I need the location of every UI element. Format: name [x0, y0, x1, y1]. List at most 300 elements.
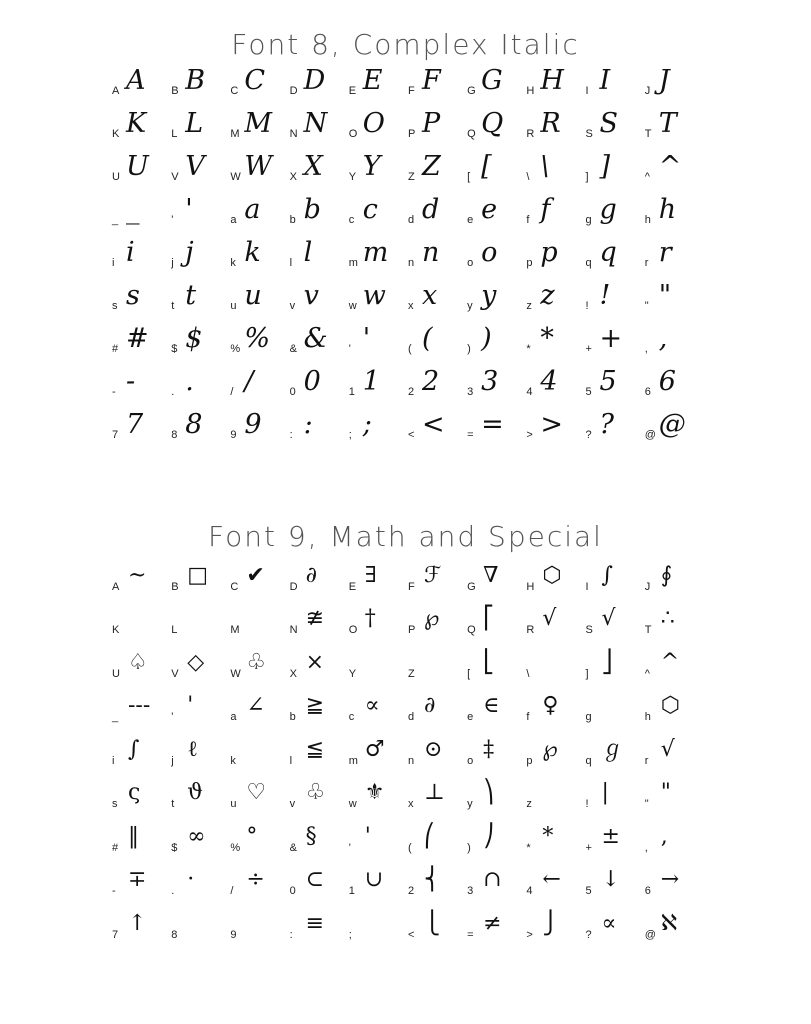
font9-char-cell: [290, 686, 349, 730]
key-label: V: [171, 667, 179, 680]
glyph: K: [126, 108, 147, 139]
key-label: w: [348, 300, 357, 312]
font9-char-cell: [112, 860, 171, 904]
key-label: B: [171, 580, 179, 593]
font9-char-cell: [290, 773, 349, 817]
font8-char-cell: [171, 189, 230, 232]
key-label: F: [407, 85, 415, 97]
font8-character-grid: [112, 60, 704, 447]
glyph: L: [185, 108, 204, 139]
key-label: j: [171, 754, 174, 767]
glyph: °: [246, 823, 258, 849]
font8-char-cell: [586, 146, 645, 189]
font8-char-cell: [290, 189, 349, 232]
glyph: &: [303, 323, 328, 354]
font9-char-cell: [230, 555, 289, 599]
glyph: a: [244, 194, 261, 225]
key-label: >: [526, 429, 533, 441]
glyph: ↑: [128, 910, 147, 936]
glyph: G: [481, 65, 503, 96]
glyph: l: [303, 237, 313, 268]
key-label: G: [467, 85, 476, 97]
font8-char-cell: [230, 232, 289, 275]
font8-char-cell: [408, 146, 467, 189]
key-label: o: [467, 257, 474, 269]
font8-char-cell: [230, 189, 289, 232]
key-label: z: [526, 300, 532, 312]
glyph: 4: [540, 366, 558, 397]
key-label: W: [230, 667, 241, 680]
key-label: N: [289, 624, 298, 636]
key-label: C: [230, 580, 239, 593]
font9-char-cell: [230, 773, 289, 817]
key-label: F: [407, 580, 415, 593]
glyph: §: [305, 823, 317, 849]
key-label: D: [289, 580, 298, 593]
key-label: @: [644, 429, 656, 441]
font8-char-cell: [408, 318, 467, 361]
font9-title: Font 9, Math and Special: [208, 520, 603, 553]
font8-char-cell: [290, 361, 349, 404]
key-label: Q: [467, 128, 476, 140]
glyph: ^: [658, 151, 682, 182]
key-label: K: [112, 624, 120, 636]
font8-char-cell: [171, 404, 230, 447]
key-label: f: [526, 711, 530, 723]
glyph: A: [126, 65, 146, 96]
key-label: &: [289, 841, 297, 854]
glyph: Q: [481, 108, 504, 139]
font8-char-cell: [526, 232, 585, 275]
glyph: ∇: [483, 562, 499, 588]
glyph: ⎡: [483, 606, 495, 631]
glyph: ✔: [246, 562, 265, 588]
glyph: B: [185, 65, 206, 96]
glyph: ⚜: [364, 780, 385, 805]
glyph: ↓: [601, 867, 620, 892]
font8-char-cell: [230, 404, 289, 447]
glyph: ∂: [305, 562, 317, 588]
key-label: X: [289, 667, 297, 680]
font8-char-cell: [586, 189, 645, 232]
glyph: C: [244, 65, 266, 96]
font9-char-cell: [586, 599, 645, 643]
font8-char-cell: [645, 275, 704, 318]
font8-char-cell: [408, 60, 467, 103]
glyph: ?: [599, 409, 614, 440]
key-label: x: [407, 300, 414, 312]
font9-char-cell: [586, 729, 645, 773]
key-label: d: [407, 214, 415, 226]
font8-char-cell: [230, 146, 289, 189]
key-label: g: [585, 711, 592, 723]
key-label: b: [289, 214, 296, 226]
font8-char-cell: [290, 60, 349, 103]
key-label: Z: [407, 667, 415, 680]
glyph: ℱ: [423, 562, 442, 588]
glyph: ]: [599, 151, 611, 182]
glyph: ⎠: [483, 823, 495, 849]
key-label: 3: [467, 885, 474, 897]
glyph: /: [244, 366, 254, 397]
font8-char-cell: [526, 146, 585, 189]
key-label: +: [585, 841, 592, 854]
glyph: ℊ: [601, 736, 624, 762]
glyph: ∫: [128, 736, 140, 762]
key-label: 3: [467, 386, 474, 398]
glyph: 1: [362, 366, 380, 397]
glyph: ': [187, 693, 194, 718]
key-label: ^: [644, 667, 650, 680]
key-label: G: [467, 580, 476, 593]
font8-title: Font 8, Complex Italic: [231, 28, 580, 61]
glyph: S: [599, 108, 618, 139]
glyph: (: [421, 323, 433, 354]
font8-char-cell: [349, 232, 408, 275]
key-label: !: [585, 798, 589, 810]
font9-char-cell: [112, 773, 171, 817]
glyph: Z: [421, 151, 441, 182]
font9-char-cell: [467, 642, 526, 686]
font8-char-cell: [408, 189, 467, 232]
key-label: Q: [467, 624, 476, 636]
font8-char-cell: [526, 189, 585, 232]
font8-char-cell: [290, 318, 349, 361]
key-label: X: [289, 171, 297, 183]
glyph: ♧: [305, 780, 326, 805]
glyph: ⎨: [423, 867, 441, 892]
font9-char-cell: [171, 555, 230, 599]
glyph: †: [364, 606, 376, 631]
key-label: B: [171, 85, 179, 97]
key-label: 2: [407, 386, 415, 398]
key-label: ": [644, 300, 649, 312]
font8-char-cell: [112, 103, 171, 146]
font9-char-cell: [526, 860, 585, 904]
glyph: *: [540, 323, 554, 354]
key-label: _: [112, 711, 119, 723]
key-label: 0: [289, 885, 296, 897]
key-label: %: [230, 841, 241, 854]
glyph: M: [244, 108, 273, 139]
glyph: R: [540, 108, 561, 139]
glyph: Y: [362, 151, 381, 182]
glyph: |: [601, 780, 609, 805]
glyph: x: [421, 280, 438, 311]
key-label: N: [289, 128, 298, 140]
key-label: e: [467, 214, 474, 226]
font8-char-cell: [408, 232, 467, 275]
glyph: ℘: [542, 736, 558, 762]
glyph: ≇: [305, 606, 324, 631]
font9-char-cell: [586, 555, 645, 599]
key-label: ?: [585, 928, 592, 941]
key-label: 6: [644, 885, 651, 897]
font9-char-cell: [645, 686, 704, 730]
font9-char-cell: [290, 903, 349, 947]
font8-char-cell: [349, 275, 408, 318]
key-label: ': [171, 711, 174, 723]
font9-char-cell: [230, 860, 289, 904]
glyph: O: [362, 108, 385, 139]
glyph: *: [542, 823, 554, 849]
font9-char-cell: [349, 773, 408, 817]
font9-char-cell: [645, 860, 704, 904]
key-label: o: [467, 754, 474, 767]
glyph: <: [421, 409, 445, 440]
glyph: ": [658, 280, 672, 311]
font8-char-cell: [467, 361, 526, 404]
key-label: m: [348, 754, 358, 767]
key-label: k: [230, 754, 236, 767]
glyph: ;: [362, 409, 372, 440]
key-label: E: [348, 580, 357, 593]
key-label: v: [289, 300, 296, 312]
key-label: .: [171, 386, 175, 398]
glyph: √: [542, 606, 557, 631]
key-label: H: [526, 580, 535, 593]
font9-char-cell: [230, 903, 289, 947]
key-label: !: [585, 300, 589, 312]
font9-char-cell: [586, 773, 645, 817]
key-label: E: [348, 85, 357, 97]
glyph: ±: [601, 823, 620, 849]
key-label: M: [230, 128, 240, 140]
glyph: ∪: [364, 867, 384, 892]
font8-char-cell: [349, 404, 408, 447]
font8-char-cell: [467, 232, 526, 275]
key-label: M: [230, 624, 240, 636]
key-label: Y: [348, 171, 357, 183]
glyph: ♧: [246, 649, 267, 675]
key-label: ): [467, 343, 471, 355]
key-label: i: [112, 754, 115, 767]
glyph: ⎛: [423, 823, 435, 849]
glyph: ⊙: [423, 736, 443, 762]
glyph: =: [481, 409, 504, 440]
glyph: ⎣: [483, 649, 495, 675]
glyph: T: [658, 108, 677, 139]
glyph: P: [421, 108, 441, 139]
font9-char-cell: [112, 555, 171, 599]
font8-char-cell: [467, 404, 526, 447]
font9-char-cell: [467, 773, 526, 817]
font8-char-cell: [112, 361, 171, 404]
glyph: e: [481, 194, 498, 225]
glyph: >: [540, 409, 563, 440]
font9-char-cell: [526, 686, 585, 730]
font8-char-cell: [586, 60, 645, 103]
key-label: u: [230, 798, 237, 810]
font8-char-cell: [645, 189, 704, 232]
key-label: (: [407, 841, 412, 854]
font8-char-cell: [586, 404, 645, 447]
font8-char-cell: [586, 361, 645, 404]
glyph: ∈: [483, 693, 500, 718]
key-label: c: [348, 711, 355, 723]
key-label: [: [467, 667, 471, 680]
font9-char-cell: [408, 642, 467, 686]
key-label: x: [407, 798, 414, 810]
glyph: ⎩: [423, 910, 441, 936]
glyph: q: [599, 237, 617, 268]
glyph: ∝: [601, 910, 617, 936]
glyph: c: [362, 194, 378, 225]
key-label: V: [171, 171, 179, 183]
key-label: 2: [407, 885, 415, 897]
key-label: R: [526, 128, 535, 140]
font8-char-cell: [112, 146, 171, 189]
font9-char-cell: [408, 686, 467, 730]
font8-char-cell: [349, 103, 408, 146]
font9-char-cell: [586, 816, 645, 860]
font9-char-cell: [171, 860, 230, 904]
glyph: b: [303, 194, 321, 225]
key-label: O: [348, 128, 358, 140]
key-label: (: [407, 343, 412, 355]
glyph: ∂: [423, 693, 436, 718]
glyph: ,: [660, 823, 668, 849]
glyph: [: [481, 151, 492, 182]
key-label: $: [171, 841, 178, 854]
glyph: r: [658, 237, 672, 268]
font9-char-cell: [586, 860, 645, 904]
font8-char-cell: [171, 103, 230, 146]
font8-char-cell: [645, 404, 704, 447]
key-label: O: [348, 624, 358, 636]
key-label: T: [644, 624, 652, 636]
key-label: +: [585, 343, 592, 355]
glyph: y: [481, 280, 497, 311]
glyph: √: [601, 606, 616, 631]
glyph: ^: [660, 649, 680, 675]
key-label: -: [112, 386, 116, 398]
font9-char-cell: [290, 599, 349, 643]
glyph: #: [126, 323, 149, 354]
key-label: s: [112, 300, 118, 312]
key-label: r: [644, 754, 649, 767]
key-label: T: [644, 128, 652, 140]
glyph: 8: [185, 409, 203, 440]
key-label: @: [644, 928, 656, 941]
glyph: $: [185, 323, 203, 354]
font8-char-cell: [645, 103, 704, 146]
key-label: .: [171, 885, 175, 897]
glyph: ': [364, 823, 371, 849]
key-label: 1: [348, 885, 355, 897]
key-label: :: [289, 928, 293, 941]
font9-char-cell: [349, 903, 408, 947]
font9-char-cell: [408, 599, 467, 643]
key-label: *: [526, 343, 531, 355]
glyph: j: [185, 237, 194, 268]
glyph: ς: [128, 780, 141, 805]
font8-char-cell: [171, 361, 230, 404]
key-label: 4: [526, 885, 533, 897]
glyph: n: [421, 237, 440, 268]
font9-char-cell: [112, 642, 171, 686]
key-label: #: [112, 841, 119, 854]
key-label: ': [348, 343, 351, 355]
font9-char-cell: [230, 816, 289, 860]
glyph: N: [303, 108, 328, 139]
key-label: >: [526, 928, 533, 941]
font9-char-cell: [467, 555, 526, 599]
font9-char-cell: [408, 729, 467, 773]
font9-char-cell: [171, 773, 230, 817]
glyph: ∴: [660, 606, 675, 631]
font8-char-cell: [408, 275, 467, 318]
key-label: 8: [171, 429, 178, 441]
glyph: ,: [658, 323, 668, 354]
key-label: n: [407, 754, 415, 767]
font8-char-cell: [171, 275, 230, 318]
glyph: U: [126, 151, 149, 182]
key-label: 9: [230, 429, 237, 441]
font9-char-cell: [290, 555, 349, 599]
key-label: 7: [112, 429, 119, 441]
font9-char-cell: [171, 686, 230, 730]
font8-char-cell: [230, 361, 289, 404]
key-label: k: [230, 257, 236, 269]
key-label: m: [348, 257, 358, 269]
font9-char-cell: [467, 903, 526, 947]
glyph: D: [303, 65, 326, 96]
font8-char-cell: [526, 60, 585, 103]
font9-char-cell: [526, 903, 585, 947]
font9-char-cell: [230, 642, 289, 686]
key-label: I: [585, 85, 589, 97]
glyph: o: [481, 237, 498, 268]
key-label: w: [348, 798, 357, 810]
font8-char-cell: [526, 103, 585, 146]
key-label: %: [230, 343, 241, 355]
key-label: 5: [585, 885, 592, 897]
font8-char-cell: [230, 103, 289, 146]
glyph: ': [362, 323, 371, 354]
font8-char-cell: [526, 318, 585, 361]
glyph: 5: [599, 366, 617, 397]
font8-char-cell: [645, 361, 704, 404]
font9-char-cell: [290, 729, 349, 773]
font8-char-cell: [230, 275, 289, 318]
key-label: y: [467, 300, 473, 312]
glyph: ≧: [305, 693, 324, 718]
key-label: \: [526, 171, 530, 183]
glyph: %: [244, 323, 271, 354]
glyph: 0: [303, 366, 321, 397]
key-label: U: [112, 171, 120, 183]
font8-char-cell: [408, 361, 467, 404]
glyph: t: [185, 280, 197, 311]
font8-char-cell: [467, 275, 526, 318]
font9-char-cell: [645, 816, 704, 860]
glyph: ∫: [601, 562, 613, 588]
font9-char-cell: [349, 729, 408, 773]
key-label: f: [526, 214, 530, 226]
glyph: ‖: [128, 823, 139, 849]
font9-char-cell: [467, 860, 526, 904]
font8-char-cell: [645, 232, 704, 275]
key-label: i: [112, 257, 115, 269]
glyph: i: [126, 237, 135, 268]
glyph: ℵ: [660, 910, 678, 936]
font8-char-cell: [645, 146, 704, 189]
glyph: _: [126, 194, 140, 225]
key-label: =: [467, 928, 474, 941]
font9-char-cell: [171, 729, 230, 773]
font8-char-cell: [467, 103, 526, 146]
